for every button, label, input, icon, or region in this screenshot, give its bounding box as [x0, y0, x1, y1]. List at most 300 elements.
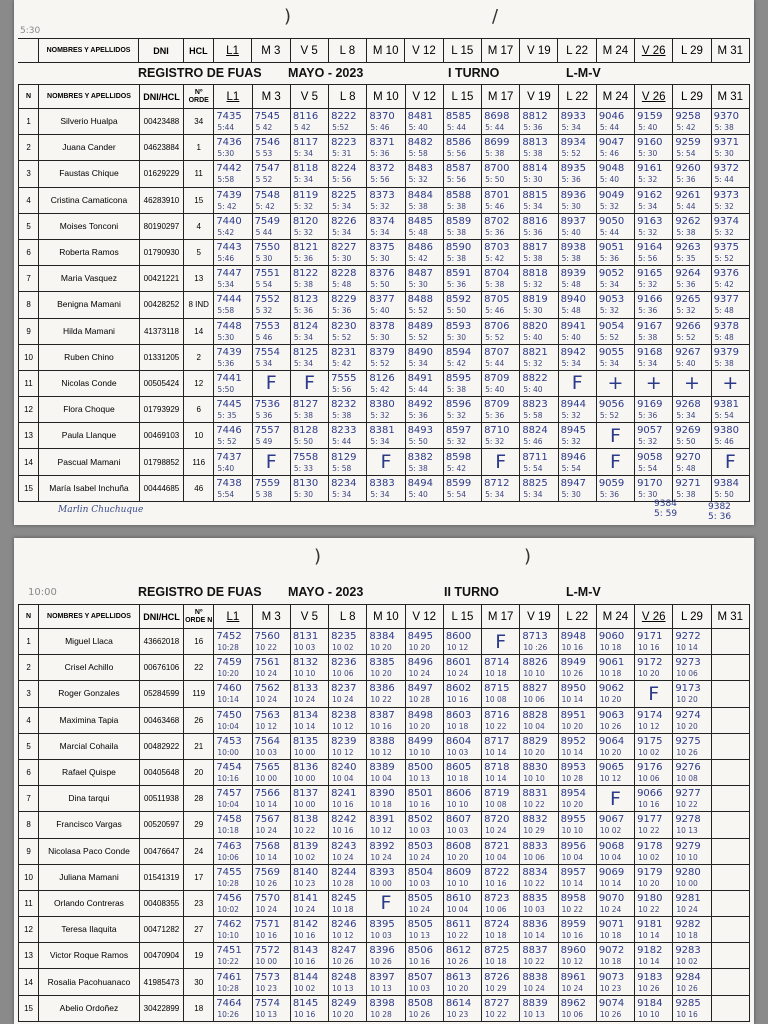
fua-cell [711, 187, 749, 213]
fua-cell [558, 786, 596, 812]
order-number: 116 [184, 449, 214, 475]
fua-cell [367, 370, 405, 396]
fua-number: 8946 [560, 451, 587, 463]
patient-dni: 00505424 [139, 370, 183, 396]
fua-time: 5: 32 [523, 358, 543, 368]
order-number: 15 [184, 187, 214, 213]
fua-number: 8936 [560, 189, 587, 201]
fua-time: 5: 30 [638, 489, 658, 499]
hole-mark: ) [284, 6, 292, 27]
fua-time: 10 22 [638, 904, 660, 914]
fua-number: 9179 [637, 866, 663, 878]
fua-cell [367, 864, 405, 890]
fua-cell [290, 917, 328, 943]
fua-cell [405, 187, 443, 213]
patient-dni: 00423488 [139, 109, 183, 135]
fua-time: 5:30 [217, 149, 235, 159]
extra-entry-time: 5: 36 [708, 512, 732, 522]
fua-cell [252, 397, 290, 423]
patient-dni: 00476647 [139, 838, 183, 864]
fua-time: 10 24 [561, 983, 584, 993]
fua-time: 5: 48 [676, 463, 696, 473]
fua-number: 9047 [598, 137, 625, 149]
fua-cell [252, 266, 290, 292]
fua-cell [711, 397, 749, 423]
fua-number: 7462 [216, 919, 242, 931]
fua-time: 5: 42 [446, 358, 467, 368]
fua-time: 5: 32 [714, 201, 734, 211]
fua-cell [367, 759, 405, 785]
patient-dni: 00511938 [139, 786, 183, 812]
fua-time: 10 02 [638, 852, 660, 862]
fua-time: 10 16 [332, 826, 354, 836]
fua-cell [596, 344, 634, 370]
patient-name: Rafael Quispe [39, 759, 140, 785]
fua-cell [596, 370, 634, 396]
fua-cell [635, 318, 673, 344]
fua-cell [596, 890, 634, 916]
fua-cell [367, 969, 405, 995]
fua-cell [443, 239, 481, 265]
fua-number: 8495 [407, 631, 434, 643]
order-number: 19 [184, 943, 214, 969]
fua-time: 10:26 [217, 1009, 239, 1019]
fua-cell [252, 969, 290, 995]
col-header: L 22 [558, 85, 596, 109]
fua-time: 5: 52 [217, 437, 237, 447]
fua-number: 9056 [598, 399, 625, 411]
fua-time: 5: 46 [370, 123, 390, 133]
fua-cell [443, 890, 481, 916]
fua-time: 5:54 [217, 489, 235, 499]
table-row [19, 917, 750, 943]
fua-cell [214, 239, 252, 265]
fua-time: 5: 32 [638, 175, 658, 185]
fua-time: 10 12 [370, 826, 392, 836]
fua-number: 7547 [254, 163, 281, 175]
fua-cell [711, 812, 749, 838]
fua-number: 9070 [598, 892, 625, 904]
fua-number: 8508 [407, 997, 434, 1009]
fua-cell [596, 292, 634, 318]
col-header: V 26 [635, 85, 673, 109]
col-header: M 31 [711, 605, 749, 629]
fua-cell [443, 681, 481, 707]
fua-time: 10 12 [599, 774, 622, 784]
col-header: M 10 [367, 85, 405, 109]
fua-number: 9384 [713, 477, 740, 489]
fua-time: 10 22 [446, 931, 469, 941]
col-header: V 5 [290, 39, 328, 63]
fua-cell [443, 187, 481, 213]
row-number: 15 [19, 475, 39, 501]
fua-cell [520, 292, 558, 318]
fua-number: 7438 [216, 477, 242, 489]
fua-number: 8372 [369, 163, 395, 175]
fua-time: 10 22 [293, 826, 316, 836]
fua-number: + [607, 372, 624, 395]
fua-cell [329, 475, 367, 501]
fua-time: 10 26 [370, 957, 392, 967]
fua-number: 8376 [369, 268, 395, 280]
fua-cell [290, 109, 328, 135]
fua-time: 10 24 [408, 669, 431, 679]
col-header: L 29 [673, 605, 711, 629]
fua-time: 10 14 [599, 878, 622, 888]
fua-cell [482, 475, 520, 501]
fua-time: 10 20 [408, 643, 431, 653]
fua-time: 10 12 [332, 747, 354, 757]
fua-time: 5: 54 [446, 489, 467, 499]
fua-number: 8484 [407, 189, 434, 201]
fua-number: 9372 [713, 163, 740, 175]
fua-time: 10 16 [370, 721, 392, 731]
fua-number: 9166 [637, 294, 663, 306]
fua-number: 8954 [560, 788, 587, 800]
col-header: L 22 [558, 605, 596, 629]
fua-number: 8952 [560, 735, 587, 747]
patient-name: Victor Roque Ramos [39, 943, 140, 969]
col-header: M 24 [596, 605, 634, 629]
fua-number: 8949 [560, 657, 587, 669]
fua-number: 8709 [484, 399, 510, 411]
fua-time: 10 03 [408, 878, 431, 888]
fua-time: 5: 38 [485, 280, 505, 290]
fua-cell [711, 681, 749, 707]
fua-number: 8951 [560, 709, 587, 721]
fua-time: 5: 52 [599, 332, 620, 342]
fua-number: 8589 [445, 215, 472, 227]
fua-number: 9373 [713, 189, 740, 201]
fua-cell [520, 733, 558, 759]
fua-time: 5: 36 [523, 123, 543, 133]
fua-number: 8141 [292, 892, 319, 904]
fua-time: 5: 38 [638, 332, 658, 342]
fua-cell [520, 707, 558, 733]
fua-cell [558, 838, 596, 864]
fua-time: 10:28 [217, 878, 239, 888]
fua-time: 5: 58 [523, 411, 543, 421]
fua-time: 5: 46 [485, 306, 505, 316]
fua-cell [405, 135, 443, 161]
fua-cell [405, 786, 443, 812]
fua-number: 9177 [637, 814, 663, 826]
fua-time: 5 30 [255, 254, 273, 264]
row-number: 11 [19, 890, 39, 916]
fua-time: 10 14 [293, 721, 316, 731]
row-number: 11 [19, 370, 39, 396]
fua-number: 9167 [637, 320, 663, 332]
order-number: 10 [184, 423, 214, 449]
fua-cell [367, 475, 405, 501]
fua-cell [635, 397, 673, 423]
fua-number: 8504 [407, 866, 434, 878]
patient-dni: 01798852 [139, 449, 183, 475]
fua-time: 5: 52 [676, 332, 696, 342]
fua-cell [520, 995, 558, 1021]
fua-cell [367, 707, 405, 733]
fua-time: 10 03 [408, 826, 431, 836]
fua-number: 8138 [292, 814, 319, 826]
fua-time: 5: 56 [446, 149, 467, 159]
patient-name: María Isabel Inchuña [39, 475, 140, 501]
fua-number: 9049 [598, 189, 625, 201]
col-header: V 26 [635, 39, 673, 63]
fua-number: 8815 [522, 189, 548, 201]
fua-number: 7464 [216, 997, 242, 1009]
table-row [19, 812, 750, 838]
col-header: L 15 [443, 605, 481, 629]
fua-cell [635, 213, 673, 239]
order-number: 8 IND [184, 292, 214, 318]
fua-number: 8829 [522, 735, 548, 747]
fua-time: 5: 36 [446, 280, 467, 290]
fua-cell [329, 943, 367, 969]
fua-number: 8142 [292, 919, 319, 931]
fua-cell [482, 292, 520, 318]
fua-cell [558, 370, 596, 396]
fua-time: 10 03 [370, 931, 392, 941]
fua-number: 8942 [560, 346, 587, 358]
row-number: 4 [19, 707, 39, 733]
order-number: 22 [184, 655, 214, 681]
hole-mark: ) [314, 546, 322, 567]
fua-cell [596, 707, 634, 733]
register-title-bar [14, 582, 754, 602]
fua-time: 5:36 [217, 358, 235, 368]
fua-cell [673, 943, 711, 969]
fua-number: 9172 [637, 657, 663, 669]
fua-number: 8398 [369, 997, 395, 1009]
patient-name: Francisco Vargas [39, 812, 140, 838]
fua-number: 8718 [484, 762, 510, 774]
patient-name: Juliana Mamani [39, 864, 140, 890]
fua-cell [405, 995, 443, 1021]
fua-time: 5: 34 [293, 358, 314, 368]
fua-number: 7445 [216, 399, 242, 411]
fua-number: 8832 [522, 814, 548, 826]
fua-number: 8499 [407, 735, 434, 747]
fua-number: 7567 [254, 814, 281, 826]
fua-cell [711, 318, 749, 344]
fua-time: 5 44 [255, 227, 273, 237]
patient-name: Silverio Hualpa [39, 109, 140, 135]
fua-time: 5: 30 [370, 254, 390, 264]
fua-number: 8826 [522, 657, 548, 669]
fua-number: 8588 [445, 189, 472, 201]
fua-cell [329, 917, 367, 943]
fua-number: 8397 [369, 971, 395, 983]
fua-cell [367, 344, 405, 370]
patient-name: Ruben Chino [39, 344, 140, 370]
fua-number: 8496 [407, 657, 434, 669]
fua-time: 5: 42 [217, 201, 237, 211]
order-number: 2 [184, 344, 214, 370]
fua-number: 8222 [331, 111, 357, 123]
fua-number: 8722 [484, 866, 510, 878]
fua-cell [520, 475, 558, 501]
fua-cell [596, 187, 634, 213]
fua-time: 10 24 [408, 852, 431, 862]
fua-cell [367, 733, 405, 759]
table-row [19, 943, 750, 969]
fua-time: 5: 40 [523, 384, 543, 394]
fua-cell [482, 397, 520, 423]
fua-time: 10 22 [485, 1009, 507, 1019]
fua-number: 7552 [254, 294, 281, 306]
fua-number: 8381 [369, 425, 395, 437]
patient-name: Nicolas Conde [39, 370, 140, 396]
fua-time: 5: 46 [714, 437, 734, 447]
fua-number: 8230 [331, 320, 357, 332]
fua-time: 10 22 [255, 643, 278, 653]
fua-cell [405, 161, 443, 187]
patient-name: Teresa Ilaquita [39, 917, 140, 943]
fua-time: 5: 34 [370, 489, 390, 499]
fua-number: 8953 [560, 762, 587, 774]
fua-cell [635, 681, 673, 707]
fua-cell [443, 629, 481, 655]
fua-number: 8126 [369, 372, 395, 384]
fua-cell [673, 838, 711, 864]
fua-number: 9183 [637, 971, 663, 983]
fua-number: 8819 [522, 294, 548, 306]
fua-time: 10 14 [485, 747, 507, 757]
fua-cell [405, 733, 443, 759]
fua-number: 8606 [445, 788, 472, 800]
fua-time: 10 06 [523, 852, 545, 862]
fua-number: 9173 [675, 683, 701, 695]
fua-cell [329, 239, 367, 265]
fua-time: 10 03 [293, 643, 316, 653]
fua-time: 5: 52 [408, 306, 428, 316]
fua-number: + [645, 372, 662, 395]
fua-time: 10 26 [599, 1009, 622, 1019]
fua-time: 5: 30 [370, 332, 390, 342]
fua-number: 8235 [331, 631, 357, 643]
col-header: V 5 [290, 605, 328, 629]
fua-cell [214, 161, 252, 187]
fua-time: 10 06 [332, 669, 354, 679]
patient-dni: 00463468 [139, 707, 183, 733]
row-number: 12 [19, 917, 39, 943]
fua-cell [443, 864, 481, 890]
fua-time: 5: 38 [676, 227, 696, 237]
fua-time: 10 06 [523, 695, 545, 705]
fua-cell [558, 239, 596, 265]
fua-number: 8378 [369, 320, 395, 332]
fua-time: 5: 36 [599, 489, 620, 499]
fua-cell [558, 812, 596, 838]
fua-time: 10 24 [255, 669, 278, 679]
header-dni: DNI [139, 39, 183, 63]
table-row [19, 759, 750, 785]
col-header: M 17 [482, 605, 520, 629]
fua-table-turn-1 [18, 84, 750, 502]
fua-time: 10 08 [485, 800, 507, 810]
fua-time: 10 24 [446, 669, 469, 679]
header-name: NOMBRES Y APELLIDOS [39, 605, 140, 629]
col-header: L 8 [328, 39, 366, 63]
table-row [19, 475, 750, 501]
fua-cell [405, 864, 443, 890]
fua-cell [635, 890, 673, 916]
fua-cell [214, 812, 252, 838]
fua-time: 5:58 [217, 306, 235, 316]
fua-number: 8701 [484, 189, 510, 201]
fua-number: 9058 [637, 451, 663, 463]
fua-number: 8498 [407, 709, 434, 721]
fua-number: 8242 [331, 814, 357, 826]
fua-time: 10 00 [293, 774, 316, 784]
fua-cell [329, 266, 367, 292]
fua-number: 8698 [484, 111, 510, 123]
fua-time: 10 04 [446, 904, 469, 914]
fua-cell [329, 161, 367, 187]
fua-cell [443, 838, 481, 864]
fua-time: 5: 34 [332, 489, 352, 499]
fua-cell [443, 370, 481, 396]
fua-cell [635, 786, 673, 812]
patient-dni: 41373118 [139, 318, 183, 344]
col-header: L 8 [329, 85, 367, 109]
patient-dni: 46283910 [139, 187, 183, 213]
fua-time: 10 24 [485, 826, 507, 836]
fua-number: 8714 [484, 657, 510, 669]
col-header: M 3 [252, 85, 290, 109]
fua-number: 8961 [560, 971, 587, 983]
fua-number: + [683, 372, 700, 395]
fua-cell [558, 759, 596, 785]
order-number: 27 [184, 917, 214, 943]
fua-time: 10 14 [561, 878, 584, 888]
fua-number: 8236 [331, 657, 357, 669]
fua-time: 5: 38 [714, 123, 734, 133]
header-dni-hcl: DNI/HCL [139, 85, 183, 109]
fua-cell [520, 864, 558, 890]
fua-time: 5: 32 [293, 201, 314, 211]
order-number: 46 [184, 475, 214, 501]
fua-number: 8226 [331, 215, 357, 227]
fua-cell [329, 213, 367, 239]
fua-cell [252, 213, 290, 239]
fua-time: 5 53 [255, 149, 273, 159]
fua-time: 10 16 [676, 1009, 698, 1019]
fua-time: 10 26 [599, 721, 622, 731]
fua-number: 9260 [675, 163, 701, 175]
fua-cell [329, 655, 367, 681]
fua-number: 8812 [522, 111, 548, 123]
fua-cell [252, 239, 290, 265]
fua-cell [482, 423, 520, 449]
fua-time: 5: 48 [714, 306, 734, 316]
fua-time: 5: 42 [332, 358, 352, 368]
fua-time: 5: 32 [638, 280, 658, 290]
fua-number: 9274 [675, 709, 701, 721]
fua-cell [673, 423, 711, 449]
fua-time: 10 26 [332, 957, 354, 967]
fua-cell [290, 475, 328, 501]
patient-name: Hilda Mamani [39, 318, 140, 344]
fua-time: 5: 50 [485, 175, 505, 185]
fua-number: 8941 [560, 320, 587, 332]
fua-number: 8380 [369, 399, 395, 411]
header-n: N [19, 85, 39, 109]
fua-cell [329, 812, 367, 838]
fua-time: 10 18 [332, 904, 354, 914]
fua-cell [482, 213, 520, 239]
fua-time: 10 22 [370, 695, 392, 705]
